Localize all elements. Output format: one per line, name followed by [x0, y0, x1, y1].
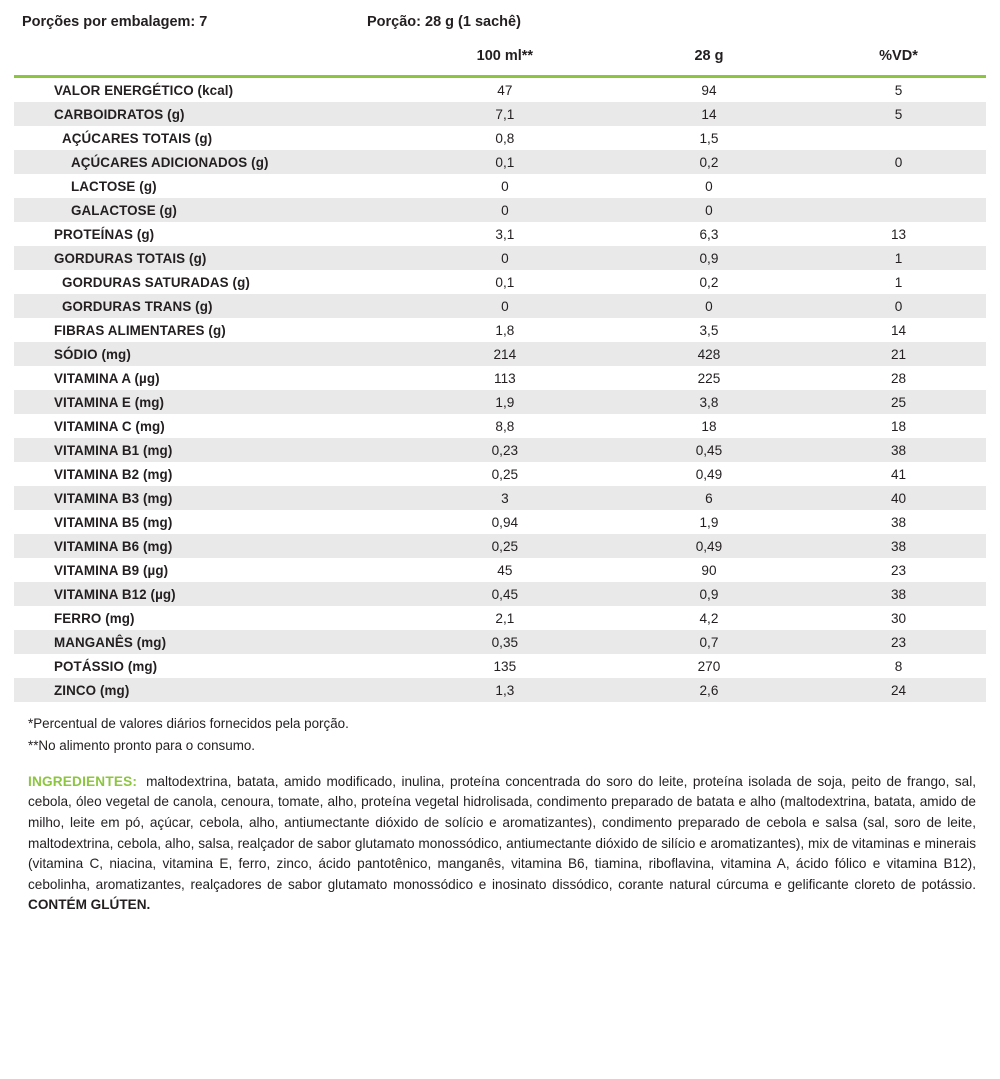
- nutrient-value-3: 23: [811, 558, 986, 582]
- nutrient-name: VITAMINA E (mg): [14, 390, 403, 414]
- nutrient-value-1: 2,1: [403, 606, 607, 630]
- table-row: [14, 222, 986, 246]
- nutrient-value-3: 38: [811, 510, 986, 534]
- nutrition-table-body: [14, 78, 986, 702]
- table-row: [14, 654, 986, 678]
- nutrient-name: FERRO (mg): [14, 606, 403, 630]
- nutrient-value-3: 24: [811, 678, 986, 702]
- nutrient-value-1: 0,1: [403, 270, 607, 294]
- nutrient-value-3: 8: [811, 654, 986, 678]
- nutrient-name: GORDURAS TOTAIS (g): [14, 246, 403, 270]
- nutrient-value-2: 94: [607, 78, 811, 102]
- nutrient-name: VITAMINA B6 (mg): [14, 534, 403, 558]
- nutrient-value-1: 0,25: [403, 534, 607, 558]
- column-header-100ml: 100 ml**: [476, 48, 534, 64]
- nutrient-value-1: 0,45: [403, 582, 607, 606]
- nutrient-value-1: 0: [403, 198, 607, 222]
- table-row: [14, 174, 986, 198]
- nutrient-name: PROTEÍNAS (g): [14, 222, 403, 246]
- nutrient-value-2: 14: [607, 102, 811, 126]
- nutrient-value-2: 0: [607, 294, 811, 318]
- nutrient-value-1: 7,1: [403, 102, 607, 126]
- nutrient-value-2: 4,2: [607, 606, 811, 630]
- nutrient-value-2: 0,49: [607, 534, 811, 558]
- nutrient-value-3: 0: [811, 294, 986, 318]
- table-row: [14, 582, 986, 606]
- nutrient-value-2: 1,5: [607, 126, 811, 150]
- ingredients-text: maltodextrina, batata, amido modificado, inulina, proteína concentrada do soro do leite, proteína isolada de soja, peito de frango, sal, cebola, óleo vegetal de canola, cenoura, tomate, alho, proteína vegetal hidrolisada, condimento preparado de batata e alho (maltodextrina, batata, amido de milho, leite em pó, açúcar, cebola, alho, antiumectante dióxido de solício e aromatizantes), condimento preparado de cebola e salsa (sal, soro de leite, maltodextrina, cebola, alho, salsa, realçador de sabor glutamato monossódico, antiumectante dióxido de silício e aromatizantes), mix de vitaminas e minerais (vitamina C, niacina, vitamina E, ferro, zinco, ácido pantotênico, manganês, vitamina B6, tiamina, riboflavina, vitamina A, ácido fólico e vitamina B12), cebolinha, aromatizantes, realçadores de sabor glutamato monossódico e inosinato dissódico, corante natural cúrcuma e gelificante cloreto de potássio.: [28, 773, 976, 892]
- table-row: [14, 486, 986, 510]
- table-row: [14, 390, 986, 414]
- nutrient-value-1: 3,1: [403, 222, 607, 246]
- table-row: [14, 150, 986, 174]
- nutrient-value-3: [811, 198, 986, 222]
- nutrient-value-1: 47: [403, 78, 607, 102]
- nutrient-value-2: 90: [607, 558, 811, 582]
- nutrition-table-head: [14, 42, 986, 78]
- table-row: [14, 366, 986, 390]
- nutrient-name: VITAMINA B12 (µg): [14, 582, 403, 606]
- nutrient-name: SÓDIO (mg): [14, 342, 403, 366]
- nutrient-name: AÇÚCARES TOTAIS (g): [14, 126, 403, 150]
- footnotes: [14, 702, 986, 758]
- nutrient-value-1: 0,23: [403, 438, 607, 462]
- table-header-row: [14, 42, 986, 74]
- nutrient-value-1: 214: [403, 342, 607, 366]
- nutrient-value-1: 0,35: [403, 630, 607, 654]
- nutrient-value-3: 23: [811, 630, 986, 654]
- nutrient-name: VITAMINA B3 (mg): [14, 486, 403, 510]
- nutrient-value-3: 14: [811, 318, 986, 342]
- nutrient-name: VITAMINA B1 (mg): [14, 438, 403, 462]
- nutrient-value-2: 3,8: [607, 390, 811, 414]
- table-row: [14, 246, 986, 270]
- nutrient-value-2: 0,9: [607, 582, 811, 606]
- nutrient-value-1: 0: [403, 174, 607, 198]
- nutrient-value-2: 270: [607, 654, 811, 678]
- nutrient-name: LACTOSE (g): [14, 174, 403, 198]
- nutrient-value-3: 38: [811, 534, 986, 558]
- nutrient-value-1: 0: [403, 246, 607, 270]
- nutrient-value-3: [811, 174, 986, 198]
- table-row: [14, 438, 986, 462]
- table-row: [14, 198, 986, 222]
- ingredients-section: [14, 758, 986, 917]
- serving-size-label: Porção: 28 g (1 sachê): [367, 14, 521, 30]
- nutrient-value-2: 1,9: [607, 510, 811, 534]
- nutrient-value-2: 2,6: [607, 678, 811, 702]
- nutrient-name: GORDURAS TRANS (g): [14, 294, 403, 318]
- table-row: [14, 318, 986, 342]
- nutrition-table: [14, 42, 986, 702]
- nutrient-value-2: 0,45: [607, 438, 811, 462]
- column-header-vd: %VD*: [879, 48, 918, 64]
- table-row: [14, 534, 986, 558]
- table-row: [14, 102, 986, 126]
- nutrient-value-2: 225: [607, 366, 811, 390]
- nutrient-value-2: 18: [607, 414, 811, 438]
- nutrient-value-3: 1: [811, 270, 986, 294]
- nutrient-value-3: 40: [811, 486, 986, 510]
- nutrient-value-1: 45: [403, 558, 607, 582]
- nutrient-value-1: 0,25: [403, 462, 607, 486]
- nutrient-value-2: 0: [607, 198, 811, 222]
- nutrient-value-2: 0,9: [607, 246, 811, 270]
- nutrient-name: CARBOIDRATOS (g): [14, 102, 403, 126]
- table-row: [14, 462, 986, 486]
- nutrient-value-1: 1,3: [403, 678, 607, 702]
- nutrient-value-1: 1,8: [403, 318, 607, 342]
- table-row: [14, 510, 986, 534]
- nutrient-name: VITAMINA C (mg): [14, 414, 403, 438]
- nutrient-value-3: 38: [811, 438, 986, 462]
- column-header-name: [14, 42, 403, 74]
- nutrient-name: FIBRAS ALIMENTARES (g): [14, 318, 403, 342]
- table-row: [14, 558, 986, 582]
- nutrient-value-3: 25: [811, 390, 986, 414]
- nutrient-value-3: 21: [811, 342, 986, 366]
- nutrient-value-1: 8,8: [403, 414, 607, 438]
- nutrient-value-2: 428: [607, 342, 811, 366]
- nutrient-value-1: 0: [403, 294, 607, 318]
- nutrient-name: GORDURAS SATURADAS (g): [14, 270, 403, 294]
- nutrient-value-2: 0,2: [607, 270, 811, 294]
- table-row: [14, 126, 986, 150]
- nutrient-value-2: 0,49: [607, 462, 811, 486]
- table-row: [14, 270, 986, 294]
- nutrient-value-3: 30: [811, 606, 986, 630]
- nutrient-name: ZINCO (mg): [14, 678, 403, 702]
- table-row: [14, 606, 986, 630]
- nutrient-value-3: 38: [811, 582, 986, 606]
- nutrient-value-2: 0,2: [607, 150, 811, 174]
- nutrient-value-2: 6,3: [607, 222, 811, 246]
- nutrient-value-3: [811, 126, 986, 150]
- nutrient-value-3: 41: [811, 462, 986, 486]
- servings-per-package-label: Porções por embalagem: 7: [22, 14, 208, 30]
- nutrient-name: VITAMINA A (µg): [14, 366, 403, 390]
- nutrient-value-3: 5: [811, 78, 986, 102]
- nutrient-name: VITAMINA B5 (mg): [14, 510, 403, 534]
- nutrient-value-2: 0,7: [607, 630, 811, 654]
- footnote-prepared: **No alimento pronto para o consumo.: [28, 737, 256, 753]
- nutrient-value-3: 13: [811, 222, 986, 246]
- portion-header: [14, 10, 986, 42]
- table-row: [14, 414, 986, 438]
- nutrient-value-3: 28: [811, 366, 986, 390]
- nutrient-name: AÇÚCARES ADICIONADOS (g): [14, 150, 403, 174]
- nutrient-value-1: 0,94: [403, 510, 607, 534]
- nutrient-name: POTÁSSIO (mg): [14, 654, 403, 678]
- nutrient-value-1: 113: [403, 366, 607, 390]
- table-row: [14, 342, 986, 366]
- nutrient-value-2: 6: [607, 486, 811, 510]
- nutrient-value-1: 0,1: [403, 150, 607, 174]
- column-header-28g: 28 g: [694, 48, 724, 64]
- table-row: [14, 78, 986, 102]
- footnote-vd: *Percentual de valores diários fornecidos pela porção.: [28, 716, 349, 731]
- table-row: [14, 630, 986, 654]
- ingredients-warning: CONTÉM GLÚTEN.: [28, 897, 151, 913]
- nutrient-value-3: 5: [811, 102, 986, 126]
- nutrient-value-2: 0: [607, 174, 811, 198]
- table-row: [14, 294, 986, 318]
- nutrient-name: VALOR ENERGÉTICO (kcal): [14, 78, 403, 102]
- nutrient-value-3: 0: [811, 150, 986, 174]
- nutrient-name: GALACTOSE (g): [14, 198, 403, 222]
- nutrient-value-1: 0,8: [403, 126, 607, 150]
- nutrient-name: VITAMINA B9 (µg): [14, 558, 403, 582]
- nutrient-value-1: 3: [403, 486, 607, 510]
- nutrient-name: MANGANÊS (mg): [14, 630, 403, 654]
- nutrient-value-1: 135: [403, 654, 607, 678]
- nutrient-value-2: 3,5: [607, 318, 811, 342]
- ingredients-label: INGREDIENTES:: [28, 773, 138, 789]
- nutrient-name: VITAMINA B2 (mg): [14, 462, 403, 486]
- table-row: [14, 678, 986, 702]
- nutrient-value-3: 18: [811, 414, 986, 438]
- nutrient-value-3: 1: [811, 246, 986, 270]
- nutrient-value-1: 1,9: [403, 390, 607, 414]
